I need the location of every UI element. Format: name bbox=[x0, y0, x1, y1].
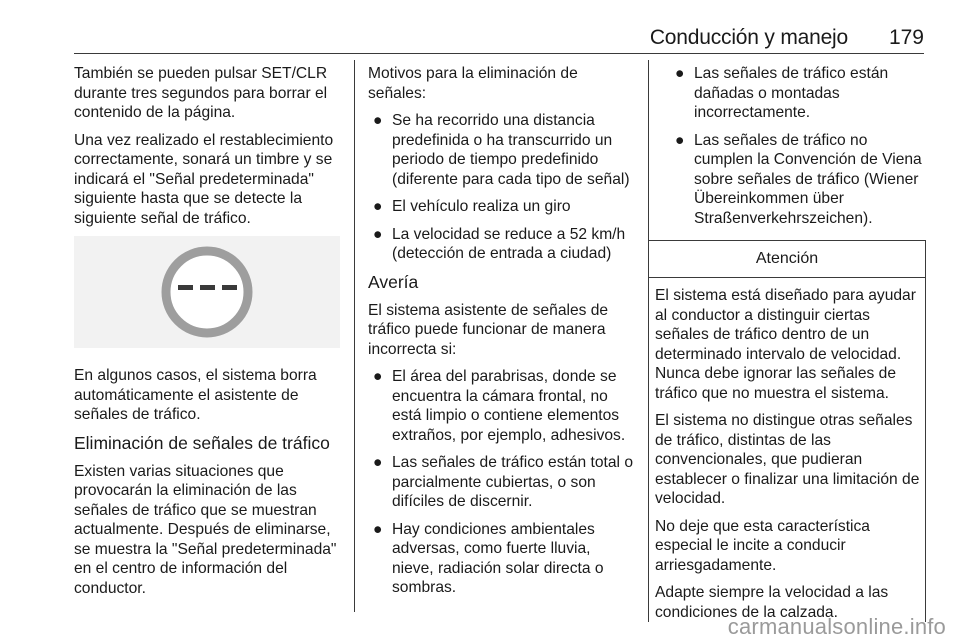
bullet-icon: ● bbox=[373, 198, 383, 215]
page-number: 179 bbox=[888, 26, 924, 49]
default-sign-figure bbox=[74, 236, 340, 348]
default-sign-icon bbox=[74, 236, 340, 348]
list-item: ● Se ha recorrido una distancia predefinida o ha transcurrido un periodo de tiempo predefinido (diferente para cada tipo de señal) bbox=[373, 112, 630, 188]
faults-list-continued bbox=[670, 64, 924, 228]
attention-body bbox=[649, 278, 925, 622]
attention-box bbox=[648, 240, 926, 622]
bullet-icon: ● bbox=[373, 454, 383, 471]
paragraph: Una vez realizado el restablecimiento correctamente, sonará un timbre y se indicará el "Señal predeterminada" siguiente hasta que se detecte la siguiente señal de tráfico. bbox=[74, 131, 334, 227]
list-item: ● Las señales de tráfico no cumplen la Convención de Viena sobre señales de tráfico (Wiener Übereinkommen über Straßenverkehrszeichen). bbox=[675, 131, 922, 227]
list-item: ● La velocidad se reduce a 52 km/h (detección de entrada a ciudad) bbox=[373, 225, 626, 262]
paragraph: El sistema asistente de señales de tráfico puede funcionar de manera incorrecta si: bbox=[368, 301, 609, 358]
page-header bbox=[0, 26, 960, 56]
paragraph: El sistema está diseñado para ayudar al conductor a distinguir ciertas señales de tráfico dentro de un determinado intervalo de velocidad. Nunca debe ignorar las señales de tráfico que no muestra el sistema. bbox=[655, 287, 916, 402]
paragraph: El sistema no distingue otras señales de tráfico, distintas de las convencionales, que pudieran establecer o finalizar una limitación de velocidad. bbox=[655, 412, 920, 507]
paragraph: También se pueden pulsar SET/CLR durante tres segundos para borrar el contenido de la página. bbox=[74, 65, 328, 121]
paragraph: En algunos casos, el sistema borra automáticamente el asistente de señales de tráfico. bbox=[74, 367, 317, 423]
list-item: ● El vehículo realiza un giro bbox=[373, 198, 571, 215]
bullet-icon: ● bbox=[373, 368, 383, 385]
paragraph: Adapte siempre la velocidad a las condiciones de la calzada. bbox=[655, 584, 889, 621]
paragraph: No deje que esta característica especial le incite a conducir arriesgadamente. bbox=[655, 517, 870, 574]
bullet-icon: ● bbox=[373, 225, 383, 243]
attention-title: Atención bbox=[649, 241, 925, 278]
list-item: ● Hay condiciones ambientales adversas, como fuerte lluvia, nieve, radiación solar directa o sombras. bbox=[373, 520, 604, 596]
bullet-icon: ● bbox=[373, 520, 383, 538]
column-divider-1 bbox=[354, 60, 355, 612]
list-item: ● Las señales de tráfico están dañadas o montadas incorrectamente. bbox=[675, 65, 889, 121]
reasons-list bbox=[368, 111, 634, 264]
column-3 bbox=[655, 64, 924, 630]
bullet-icon: ● bbox=[675, 65, 685, 82]
header-rule bbox=[74, 53, 924, 54]
section-heading: Eliminación de señales de tráfico bbox=[74, 432, 330, 453]
list-item: ● Las señales de tráfico están total o parcialmente cubiertas, o son difíciles de discernir. bbox=[373, 454, 633, 510]
faults-list bbox=[368, 367, 634, 598]
bullet-icon: ● bbox=[373, 112, 383, 129]
list-item: ● El área del parabrisas, donde se encuentra la cámara frontal, no está limpio o contiene elementos extraños, por ejemplo, adhesivos. bbox=[373, 368, 626, 444]
watermark: carmanualsonline.info bbox=[727, 614, 946, 639]
paragraph: Motivos para la eliminación de señales: bbox=[368, 65, 578, 102]
column-1 bbox=[74, 64, 340, 606]
section-heading: Avería bbox=[368, 271, 419, 292]
paragraph: Existen varias situaciones que provocarán la eliminación de las señales de tráfico que se muestran actualmente. Después de eliminarse, se muestra la "Señal predeterminada" en el centro de información del conductor. bbox=[74, 462, 337, 597]
bullet-icon: ● bbox=[675, 131, 685, 149]
column-2 bbox=[368, 64, 634, 606]
section-title: Conducción y manejo bbox=[649, 26, 848, 49]
